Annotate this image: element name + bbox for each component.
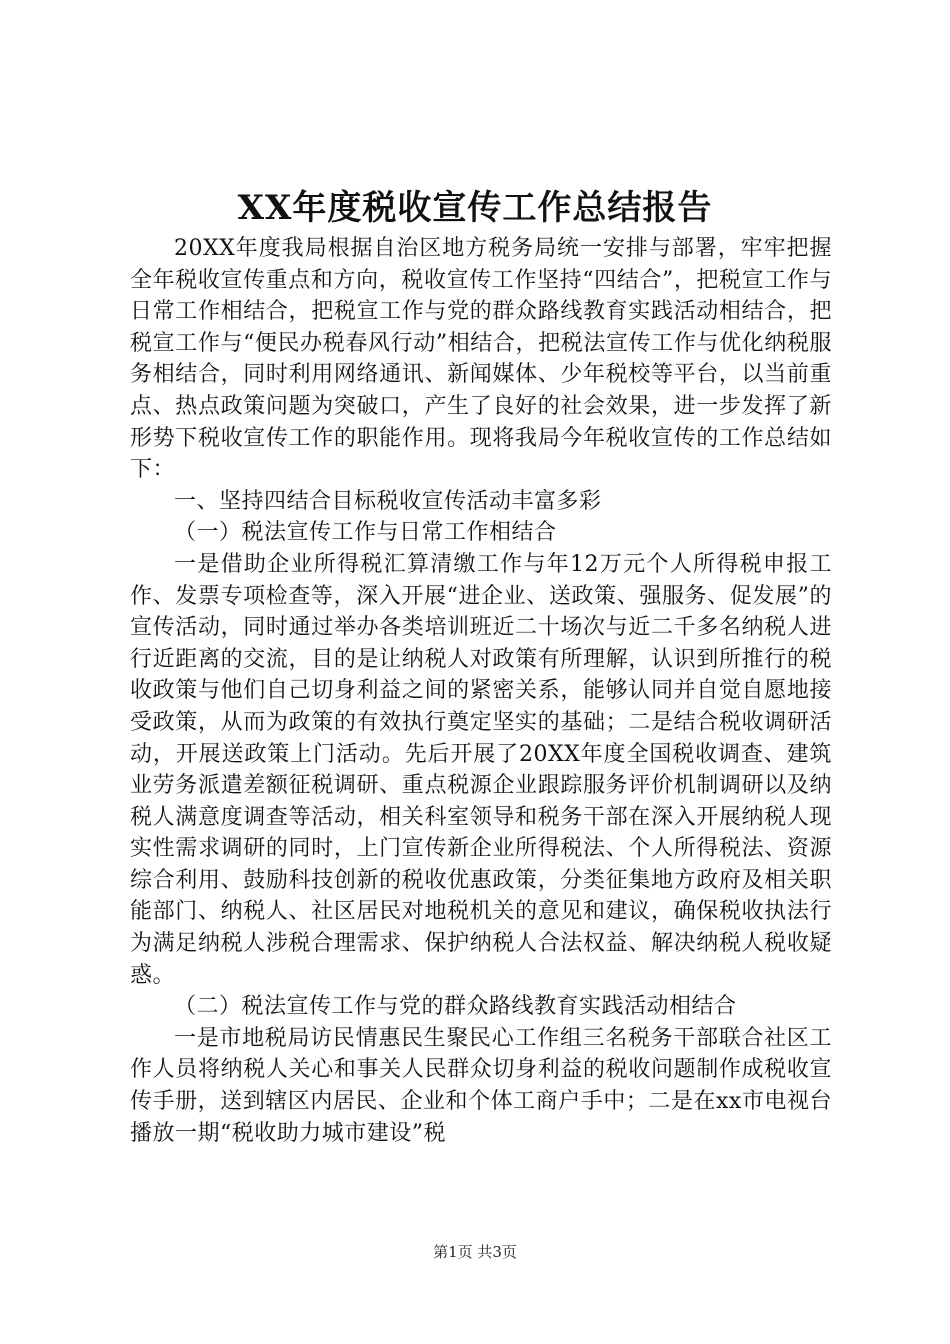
subsection-heading-2: （二）税法宣传工作与党的群众路线教育实践活动相结合: [174, 994, 737, 1020]
page-number-footer: 第1页 共3页: [433, 1243, 517, 1261]
section-heading-1: 一、坚持四结合目标税收宣传活动丰富多彩: [174, 488, 602, 514]
intro-paragraph: 20XX年度我局根据自治区地方税务局统一安排与部署，牢牢把握全年税收宣传重点和方向，税收宣传工作坚持“四结合”，把税宣工作与日常工作相结合，把税宣工作与党的群众路线教育实践活动相结合，把税宣工作与“便民办税春风行动”相结合，把税法宣传工作与优化纳税服务相结合，同时利用网络通讯、新闻媒体、少年税校等平台，以当前重点、热点政策问题为突破口，产生了良好的社会效果，进一步发挥了新形势下税收宣传工作的职能作用。现将我局今年税收宣传的工作总结如下：: [130, 236, 832, 483]
subsection-1-paragraph: 一是借助企业所得税汇算清缴工作与年12万元个人所得税申报工作、发票专项检查等，深入开展“进企业、送政策、强服务、促发展”的宣传活动，同时通过举办各类培训班近二十场次与近二千多名纳税人进行近距离的交流，目的是让纳税人对政策有所理解，认识到所推行的税收政策与他们自己切身利益之间的紧密关系，能够认同并自觉自愿地接受政策，从而为政策的有效执行奠定坚实的基础；二是结合税收调研活动，开展送政策上门活动。先后开展了20XX年度全国税收调查、建筑业劳务派遣差额征税调研、重点税源企业跟踪服务评价机制调研以及纳税人满意度调查等活动，相关科室领导和税务干部在深入开展纳税人现实性需求调研的同时，上门宣传新企业所得税法、个人所得税法、资源综合利用、鼓励科技创新的税收优惠政策，分类征集地方政府及相关职能部门、纳税人、社区居民对地税机关的意见和建议，确保税收执法行为满足纳税人涉税合理需求、保护纳税人合法权益、解决纳税人税收疑惑。: [130, 551, 832, 988]
subsection-heading-1: （一）税法宣传工作与日常工作相结合: [174, 520, 557, 546]
document-body: [130, 233, 832, 1149]
document-title: XX年度税收宣传工作总结报告: [237, 188, 713, 228]
subsection-2-paragraph: 一是市地税局访民情惠民生聚民心工作组三名税务干部联合社区工作人员将纳税人关心和事关人民群众切身利益的税收问题制作成税收宣传手册，送到辖区内居民、企业和个体工商户手中；二是在xx市电视台播放一期“税收助力城市建设”税: [130, 1025, 832, 1146]
